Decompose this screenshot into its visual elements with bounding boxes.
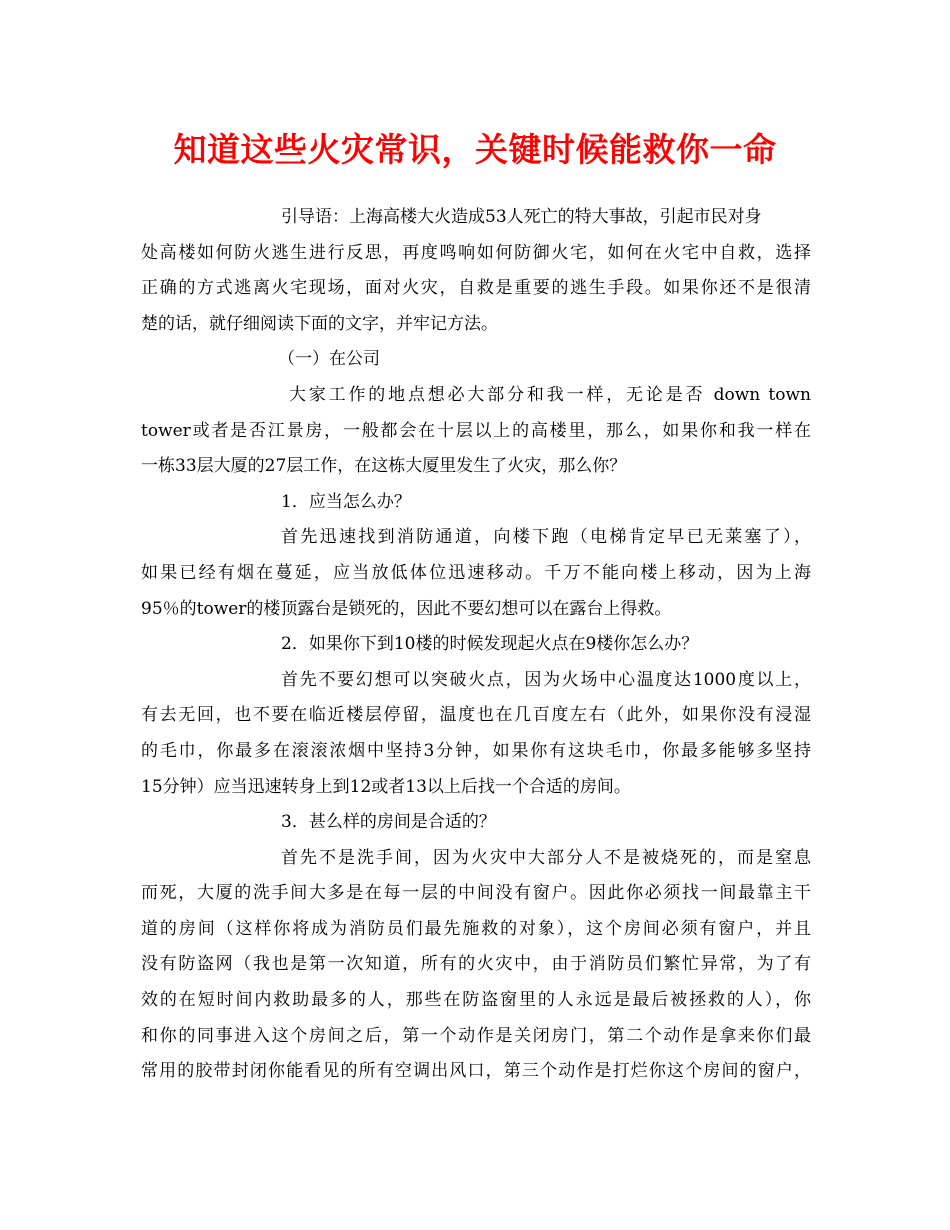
paragraph-line: 首先不是洗手间，因为火灾中大部分人不是被烧死的，而是窒息 xyxy=(281,847,811,868)
paragraph-line: 大家工作的地点想必大部分和我一样，无论是否 down town xyxy=(289,384,811,405)
paragraph-line: 常用的胶带封闭你能看见的所有空调出风口，第三个动作是打烂你这个房间的窗户， xyxy=(141,1061,811,1082)
paragraph-line: 道的房间（这样你将成为消防员们最先施救的对象），这个房间必须有窗户，并且 xyxy=(141,918,811,939)
question-heading: 2．如果你下到10楼的时候发现起火点在9楼你怎么办？ xyxy=(281,634,699,655)
paragraph-line: tower或者是否江景房，一般都会在十层以上的高楼里，那么，如果你和我一样在 xyxy=(141,420,811,441)
intro-line: 引导语：上海高楼大火造成53人死亡的特大事故，引起市民对身 xyxy=(281,207,762,227)
paragraph-line: 首先迅速找到消防通道，向楼下跑（电梯肯定早已无莱塞了）， xyxy=(281,527,811,548)
paragraph-line: 有去无回，也不要在临近楼层停留，温度也在几百度左右（此外，如果你没有浸湿 xyxy=(141,705,811,726)
paragraph-line: 如果已经有烟在蔓延，应当放低体位迅速移动。千万不能向楼上移动，因为上海 xyxy=(141,562,811,583)
paragraph-line: 一栋33层大厦的27层工作，在这栋大厦里发生了火灾，那么你？ xyxy=(141,456,627,477)
question-heading: 3．甚么样的房间是合适的？ xyxy=(281,812,496,833)
paragraph-line: 没有防盗网（我也是第一次知道，所有的火灾中，由于消防员们繁忙异常，为了有 xyxy=(141,954,811,975)
paragraph-line: 15分钟）应当迅速转身上到12或者13以上后找一个合适的房间。 xyxy=(141,776,631,797)
paragraph-line: 首先不要幻想可以突破火点，因为火场中心温度达1000度以上， xyxy=(281,669,811,690)
paragraph-line: 和你的同事进入这个房间之后，第一个动作是关闭房门，第二个动作是拿来你们最 xyxy=(141,1025,811,1046)
document-body xyxy=(141,200,811,1090)
paragraph-line: 效的在短时间内救助最多的人，那些在防盗窗里的人永远是最后被拯救的人），你 xyxy=(141,990,811,1011)
paragraph-line: 楚的话，就仔细阅读下面的文字，并牢记方法。 xyxy=(141,313,498,334)
paragraph-line: 而死，大厦的洗手间大多是在每一层的中间没有窗户。因此你必须找一间最靠主干 xyxy=(141,883,811,904)
paragraph-line: 正确的方式逃离火宅现场，面对火灾，自救是重要的逃生手段。如果你还不是很清 xyxy=(141,278,811,299)
paragraph-line: 95％的tower的楼顶露台是锁死的，因此不要幻想可以在露台上得救。 xyxy=(141,598,672,619)
paragraph-line: 处高楼如何防火逃生进行反思，再度鸣响如何防御火宅，如何在火宅中自救，选择 xyxy=(141,242,811,263)
question-heading: 1．应当怎么办？ xyxy=(281,491,411,512)
section-heading: （一）在公司 xyxy=(278,349,380,370)
document-title: 知道这些火灾常识，关键时候能救你一命 xyxy=(173,130,777,169)
paragraph-line: 的毛巾，你最多在滚滚浓烟中坚持3分钟，如果你有这块毛巾，你最多能够多坚持 xyxy=(141,740,811,761)
